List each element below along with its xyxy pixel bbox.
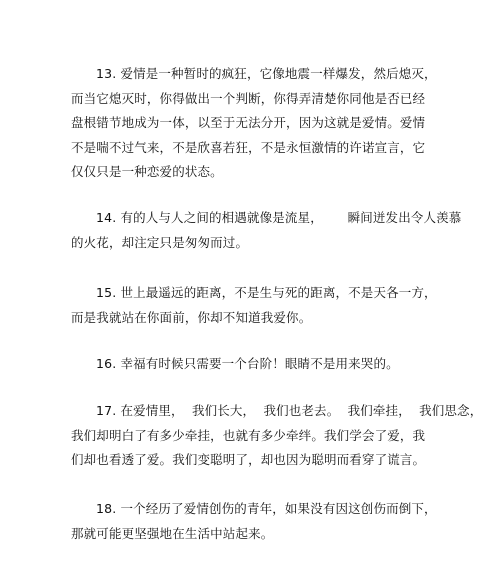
text-line: 而是我就站在你面前，你却不知道我爱你。 <box>71 309 312 325</box>
paragraph-17 <box>71 399 491 473</box>
text-line: 14. 有的人与人之间的相遇就像是流星， 瞬间迸发出令人羡慕 <box>96 210 462 225</box>
paragraph-18 <box>71 497 491 546</box>
paragraph-16 <box>71 352 491 377</box>
text-line: 18. 一个经历了爱情创伤的青年，如果没有因这创伤而倒下， <box>96 501 437 516</box>
text-line: 的火花，却注定只是匆匆而过。 <box>71 234 249 250</box>
text-line: 不是喘不过气来，不是欣喜若狂，不是永恒激情的许诺宣言，它 <box>71 139 426 155</box>
text-line: 我们却明白了有多少牵挂，也就有多少牵绊。我们学会了爱，我 <box>71 427 426 443</box>
text-line: 而当它熄灭时，你得做出一个判断，你得弄清楚你同他是否已经 <box>71 90 426 106</box>
paragraph-15 <box>71 281 491 330</box>
text-line: 13. 爱情是一种暂时的疯狂，它像地震一样爆发，然后熄灭， <box>96 66 437 81</box>
text-line: 16. 幸福有时候只需要一个台阶！眼睛不是用来哭的。 <box>96 356 399 371</box>
text-line: 17. 在爱情里， 我们长大， 我们也老去。 我们牵挂， 我们思念， <box>96 403 483 418</box>
text-line: 们却也看透了爱。我们变聪明了，却也因为聪明而看穿了谎言。 <box>71 452 426 468</box>
text-line: 盘根错节地成为一体，以至于无法分开，因为这就是爱情。爱情 <box>71 115 426 131</box>
text-line: 那就可能更坚强地在生活中站起来。 <box>71 525 274 541</box>
paragraph-13 <box>71 62 491 185</box>
paragraph-14 <box>71 206 491 255</box>
text-line: 仅仅只是一种恋爱的状态。 <box>71 164 223 180</box>
text-line: 15. 世上最遥远的距离，不是生与死的距离，不是天各一方， <box>96 285 437 300</box>
